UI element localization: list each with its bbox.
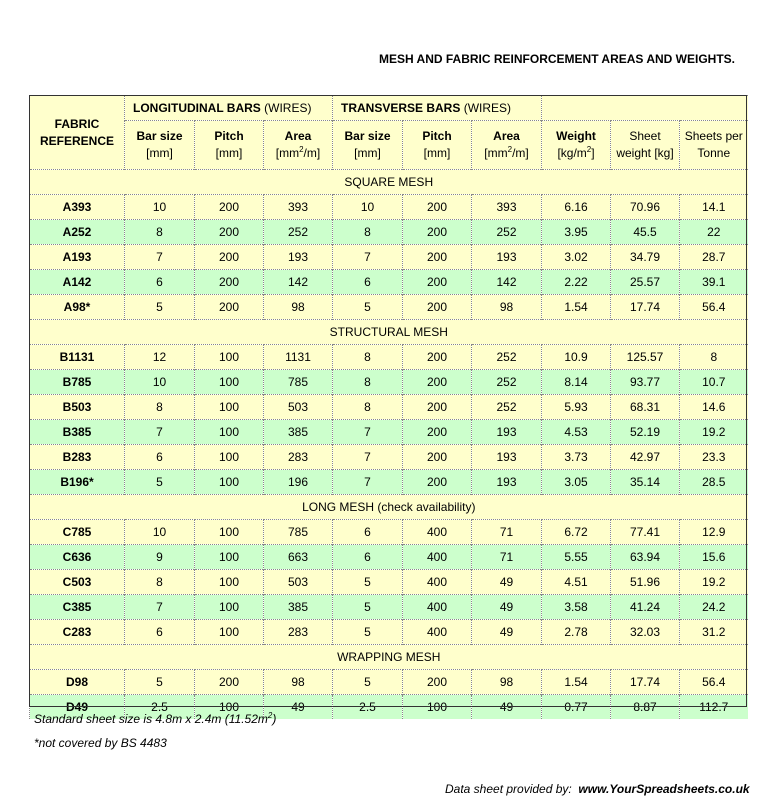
cell-t-area: 71 <box>472 520 542 545</box>
cell-t-pitch: 400 <box>403 520 472 545</box>
cell-t-pitch: 400 <box>403 570 472 595</box>
cell-l-size: 8 <box>125 395 195 420</box>
table-row <box>30 620 748 645</box>
table-row <box>30 545 748 570</box>
sheets-per-tonne-header: Sheets per Tonne <box>680 121 748 170</box>
cell-l-size: 10 <box>125 520 195 545</box>
cell-per-tonne: 19.2 <box>680 570 748 595</box>
cell-l-area: 393 <box>264 195 333 220</box>
cell-per-tonne: 56.4 <box>680 670 748 695</box>
cell-t-pitch: 200 <box>403 370 472 395</box>
cell-l-pitch: 200 <box>195 245 264 270</box>
cell-weight: 3.95 <box>542 220 611 245</box>
cell-per-tonne: 28.5 <box>680 470 748 495</box>
cell-t-area: 49 <box>472 595 542 620</box>
cell-l-area: 252 <box>264 220 333 245</box>
cell-weight: 4.53 <box>542 420 611 445</box>
cell-t-pitch: 200 <box>403 295 472 320</box>
table-row <box>30 470 748 495</box>
table-row <box>30 195 748 220</box>
cell-l-size: 6 <box>125 620 195 645</box>
cell-sheet-weight: 42.97 <box>611 445 680 470</box>
cell-l-pitch: 200 <box>195 195 264 220</box>
cell-l-area: 385 <box>264 595 333 620</box>
cell-t-size: 5 <box>333 570 403 595</box>
cell-t-pitch: 200 <box>403 445 472 470</box>
fabric-ref-cell: D49 <box>30 695 125 720</box>
section-name: WRAPPING MESH <box>337 650 441 664</box>
cell-weight: 8.14 <box>542 370 611 395</box>
cell-l-size: 6 <box>125 270 195 295</box>
fabric-ref-cell: A193 <box>30 245 125 270</box>
table-row <box>30 370 748 395</box>
cell-t-pitch: 200 <box>403 670 472 695</box>
cell-sheet-weight: 70.96 <box>611 195 680 220</box>
cell-l-area: 98 <box>264 295 333 320</box>
cell-l-size: 6 <box>125 445 195 470</box>
cell-t-area: 49 <box>472 695 542 720</box>
cell-weight: 4.51 <box>542 570 611 595</box>
cell-l-area: 142 <box>264 270 333 295</box>
cell-sheet-weight: 32.03 <box>611 620 680 645</box>
cell-l-pitch: 100 <box>195 345 264 370</box>
cell-t-size: 8 <box>333 345 403 370</box>
section-header-row <box>30 495 748 520</box>
cell-sheet-weight: 34.79 <box>611 245 680 270</box>
cell-t-size: 10 <box>333 195 403 220</box>
cell-l-size: 10 <box>125 370 195 395</box>
cell-l-size: 7 <box>125 245 195 270</box>
cell-l-pitch: 200 <box>195 295 264 320</box>
cell-t-size: 8 <box>333 370 403 395</box>
longitudinal-bars-header <box>125 96 333 121</box>
cell-t-pitch: 200 <box>403 270 472 295</box>
cell-weight: 3.02 <box>542 245 611 270</box>
fabric-ref-cell: B385 <box>30 420 125 445</box>
cell-t-area: 142 <box>472 270 542 295</box>
cell-per-tonne: 10.7 <box>680 370 748 395</box>
cell-t-size: 7 <box>333 245 403 270</box>
cell-per-tonne: 14.1 <box>680 195 748 220</box>
cell-t-pitch: 400 <box>403 545 472 570</box>
cell-t-size: 5 <box>333 670 403 695</box>
cell-sheet-weight: 125.57 <box>611 345 680 370</box>
cell-l-pitch: 100 <box>195 420 264 445</box>
cell-per-tonne: 56.4 <box>680 295 748 320</box>
cell-t-pitch: 400 <box>403 620 472 645</box>
cell-sheet-weight: 93.77 <box>611 370 680 395</box>
fabric-ref-cell: A98* <box>30 295 125 320</box>
cell-l-area: 283 <box>264 445 333 470</box>
cell-per-tonne: 39.1 <box>680 270 748 295</box>
provided-by-link[interactable]: www.YourSpreadsheets.co.uk <box>578 782 750 796</box>
longitudinal-rest: (WIRES) <box>260 101 312 115</box>
cell-sheet-weight: 68.31 <box>611 395 680 420</box>
cell-weight: 3.58 <box>542 595 611 620</box>
cell-per-tonne: 22 <box>680 220 748 245</box>
section-header-row <box>30 320 748 345</box>
fabric-reference-header <box>30 96 125 170</box>
section-header-row <box>30 170 748 195</box>
table-row <box>30 345 748 370</box>
table-row <box>30 220 748 245</box>
cell-weight: 3.73 <box>542 445 611 470</box>
cell-l-pitch: 100 <box>195 520 264 545</box>
cell-sheet-weight: 17.74 <box>611 295 680 320</box>
fabric-ref-cell: C785 <box>30 520 125 545</box>
cell-t-area: 252 <box>472 395 542 420</box>
cell-l-size: 8 <box>125 570 195 595</box>
cell-sheet-weight: 8.87 <box>611 695 680 720</box>
cell-t-pitch: 200 <box>403 420 472 445</box>
cell-sheet-weight: 77.41 <box>611 520 680 545</box>
cell-l-size: 5 <box>125 470 195 495</box>
cell-t-area: 193 <box>472 470 542 495</box>
cell-l-area: 503 <box>264 570 333 595</box>
cell-l-pitch: 100 <box>195 570 264 595</box>
table-row <box>30 395 748 420</box>
cell-sheet-weight: 41.24 <box>611 595 680 620</box>
not-covered-note: *not covered by BS 4483 <box>34 736 167 750</box>
section-title <box>30 170 748 195</box>
cell-t-size: 7 <box>333 470 403 495</box>
cell-sheet-weight: 25.57 <box>611 270 680 295</box>
section-name: STRUCTURAL MESH <box>329 325 448 339</box>
cell-t-size: 8 <box>333 220 403 245</box>
page-title: MESH AND FABRIC REINFORCEMENT AREAS AND WEIGHTS. <box>378 52 735 66</box>
mesh-table <box>29 95 748 719</box>
cell-per-tonne: 14.6 <box>680 395 748 420</box>
cell-t-area: 98 <box>472 295 542 320</box>
cell-t-area: 193 <box>472 445 542 470</box>
cell-l-pitch: 100 <box>195 370 264 395</box>
cell-l-pitch: 100 <box>195 620 264 645</box>
cell-l-size: 10 <box>125 195 195 220</box>
cell-t-area: 252 <box>472 220 542 245</box>
cell-l-pitch: 200 <box>195 270 264 295</box>
cell-l-pitch: 100 <box>195 470 264 495</box>
cell-sheet-weight: 51.96 <box>611 570 680 595</box>
table-row <box>30 420 748 445</box>
cell-sheet-weight: 45.5 <box>611 220 680 245</box>
cell-t-size: 5 <box>333 595 403 620</box>
cell-t-pitch: 200 <box>403 345 472 370</box>
t-pitch-header: Pitch [mm] <box>403 121 472 170</box>
cell-t-pitch: 200 <box>403 395 472 420</box>
cell-sheet-weight: 17.74 <box>611 670 680 695</box>
weight-header: Weight $[kg/m^2]$ <box>542 121 611 170</box>
table-row <box>30 520 748 545</box>
cell-t-size: 7 <box>333 420 403 445</box>
cell-weight: 1.54 <box>542 295 611 320</box>
cell-weight: 5.93 <box>542 395 611 420</box>
weights-header-blank <box>542 96 748 121</box>
cell-l-area: 193 <box>264 245 333 270</box>
cell-l-size: 7 <box>125 595 195 620</box>
fabric-ref-cell: C503 <box>30 570 125 595</box>
cell-t-size: 7 <box>333 445 403 470</box>
section-name: LONG MESH <box>302 500 375 514</box>
cell-weight: 0.77 <box>542 695 611 720</box>
cell-weight: 1.54 <box>542 670 611 695</box>
cell-t-size: 6 <box>333 270 403 295</box>
cell-weight: 6.16 <box>542 195 611 220</box>
cell-t-size: 5 <box>333 295 403 320</box>
fabric-ref-cell: D98 <box>30 670 125 695</box>
cell-l-area: 49 <box>264 695 333 720</box>
fabric-ref-cell: B283 <box>30 445 125 470</box>
cell-weight: 5.55 <box>542 545 611 570</box>
fabric-ref-line2: REFERENCE <box>39 133 114 148</box>
cell-t-size: 8 <box>333 395 403 420</box>
cell-l-area: 98 <box>264 670 333 695</box>
cell-l-pitch: 100 <box>195 445 264 470</box>
cell-l-pitch: 100 <box>195 595 264 620</box>
cell-per-tonne: 112.7 <box>680 695 748 720</box>
fabric-ref-line1: FABRIC <box>54 116 100 131</box>
t-area-header: Area $[mm^2/m]$ <box>472 121 542 170</box>
cell-l-area: 196 <box>264 470 333 495</box>
cell-l-area: 1131 <box>264 345 333 370</box>
cell-sheet-weight: 52.19 <box>611 420 680 445</box>
cell-sheet-weight: 63.94 <box>611 545 680 570</box>
cell-sheet-weight: 35.14 <box>611 470 680 495</box>
fabric-ref-cell: A393 <box>30 195 125 220</box>
cell-per-tonne: 23.3 <box>680 445 748 470</box>
table-row <box>30 245 748 270</box>
cell-per-tonne: 24.2 <box>680 595 748 620</box>
cell-l-size: 7 <box>125 420 195 445</box>
cell-weight: 2.78 <box>542 620 611 645</box>
cell-l-pitch: 100 <box>195 395 264 420</box>
fabric-ref-cell: A252 <box>30 220 125 245</box>
table-row <box>30 570 748 595</box>
cell-l-area: 785 <box>264 370 333 395</box>
cell-weight: 2.22 <box>542 270 611 295</box>
table-row <box>30 270 748 295</box>
cell-t-size: 6 <box>333 545 403 570</box>
sheet-weight-header: Sheet weight [kg] <box>611 121 680 170</box>
sheet-size-note: Standard sheet size is 4.8m x 2.4m $(11.52m^2)$ <box>34 711 277 726</box>
fabric-ref-cell: B785 <box>30 370 125 395</box>
cell-per-tonne: 31.2 <box>680 620 748 645</box>
fabric-ref-cell: B503 <box>30 395 125 420</box>
cell-l-size: 12 <box>125 345 195 370</box>
cell-l-area: 503 <box>264 395 333 420</box>
cell-per-tonne: 8 <box>680 345 748 370</box>
cell-t-size: 2.5 <box>333 695 403 720</box>
cell-t-pitch: 400 <box>403 595 472 620</box>
cell-weight: 10.9 <box>542 345 611 370</box>
cell-l-area: 785 <box>264 520 333 545</box>
section-title <box>30 320 748 345</box>
cell-l-area: 385 <box>264 420 333 445</box>
cell-t-area: 252 <box>472 370 542 395</box>
cell-per-tonne: 12.9 <box>680 520 748 545</box>
cell-l-pitch: 100 <box>195 695 264 720</box>
cell-t-size: 6 <box>333 520 403 545</box>
cell-l-pitch: 200 <box>195 220 264 245</box>
cell-l-size: 2.5 <box>125 695 195 720</box>
cell-t-area: 252 <box>472 345 542 370</box>
cell-l-size: 9 <box>125 545 195 570</box>
cell-l-pitch: 200 <box>195 670 264 695</box>
cell-weight: 3.05 <box>542 470 611 495</box>
cell-l-size: 8 <box>125 220 195 245</box>
cell-t-area: 193 <box>472 245 542 270</box>
cell-t-pitch: 100 <box>403 695 472 720</box>
fabric-ref-cell: B196* <box>30 470 125 495</box>
l-bar-size-header: Bar size [mm] <box>125 121 195 170</box>
cell-t-size: 5 <box>333 620 403 645</box>
cell-t-area: 49 <box>472 620 542 645</box>
section-header-row <box>30 645 748 670</box>
cell-l-pitch: 100 <box>195 545 264 570</box>
fabric-ref-cell: A142 <box>30 270 125 295</box>
transverse-rest: (WIRES) <box>460 101 512 115</box>
cell-l-area: 663 <box>264 545 333 570</box>
cell-t-pitch: 200 <box>403 195 472 220</box>
cell-l-size: 5 <box>125 295 195 320</box>
table-row <box>30 670 748 695</box>
cell-t-area: 193 <box>472 420 542 445</box>
cell-t-pitch: 200 <box>403 220 472 245</box>
table-row <box>30 295 748 320</box>
t-bar-size-header: Bar size [mm] <box>333 121 403 170</box>
cell-per-tonne: 28.7 <box>680 245 748 270</box>
cell-l-size: 5 <box>125 670 195 695</box>
cell-per-tonne: 19.2 <box>680 420 748 445</box>
l-area-header: Area $[mm^2/m]$ <box>264 121 333 170</box>
cell-per-tonne: 15.6 <box>680 545 748 570</box>
l-pitch-header: Pitch [mm] <box>195 121 264 170</box>
cell-t-pitch: 200 <box>403 470 472 495</box>
cell-t-area: 71 <box>472 545 542 570</box>
cell-t-pitch: 200 <box>403 245 472 270</box>
transverse-bold: TRANSVERSE BARS <box>341 101 461 115</box>
section-title <box>30 645 748 670</box>
fabric-ref-cell: C636 <box>30 545 125 570</box>
section-note: (check availability) <box>374 500 476 514</box>
fabric-ref-cell: B1131 <box>30 345 125 370</box>
provided-by: Data sheet provided by: www.YourSpreadsheets.co.uk <box>445 782 750 796</box>
cell-l-area: 283 <box>264 620 333 645</box>
section-name: SQUARE MESH <box>344 175 434 189</box>
table-row <box>30 445 748 470</box>
section-title <box>30 495 748 520</box>
cell-t-area: 49 <box>472 570 542 595</box>
table-row <box>30 595 748 620</box>
cell-t-area: 98 <box>472 670 542 695</box>
fabric-ref-cell: C283 <box>30 620 125 645</box>
cell-weight: 6.72 <box>542 520 611 545</box>
cell-t-area: 393 <box>472 195 542 220</box>
transverse-bars-header <box>333 96 542 121</box>
longitudinal-bold: LONGITUDINAL BARS <box>133 101 261 115</box>
fabric-ref-cell: C385 <box>30 595 125 620</box>
